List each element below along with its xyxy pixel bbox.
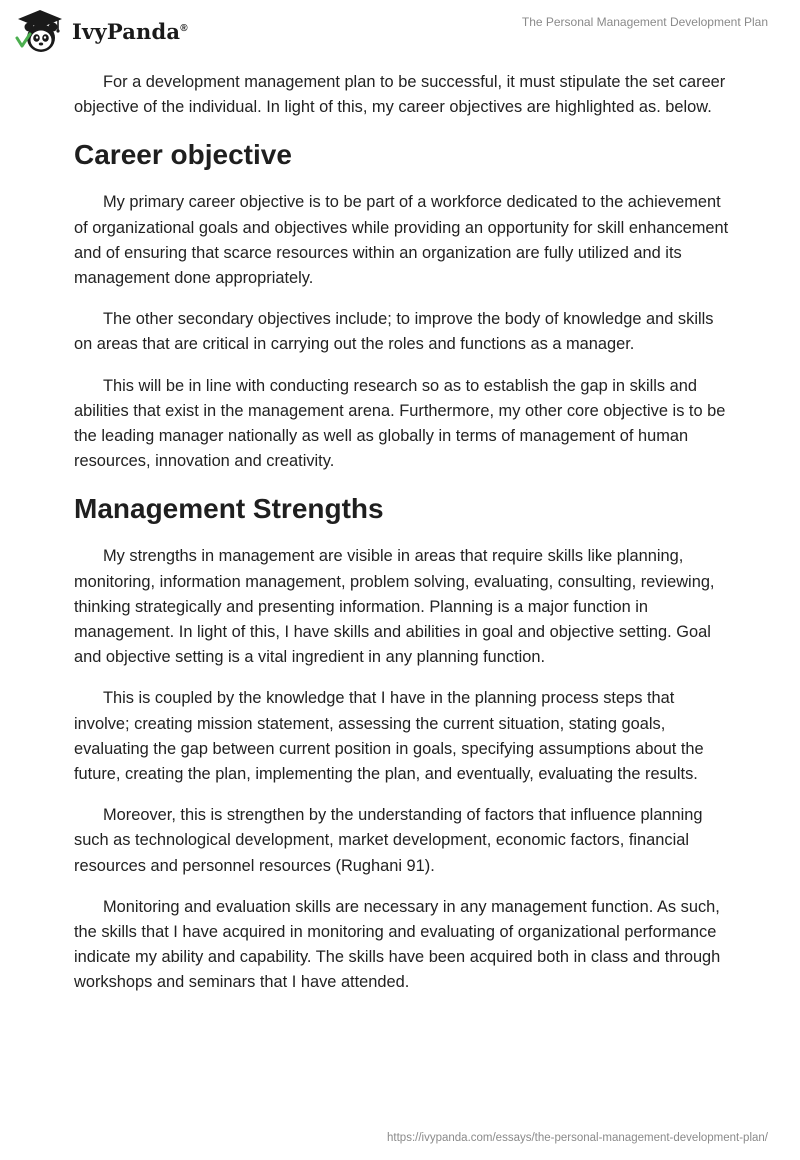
strengths-paragraph-2: This is coupled by the knowledge that I have in the planning process steps that involve; creating mission statement, assessing the current situation, stating goals, evaluating the gap between current position in goals, specifying assumptions about the future, creating the plan, implementing the plan, and eventually, evaluating the results. [74, 689, 704, 784]
intro-paragraph: For a development management plan to be successful, it must stipulate the set career objective of the individual. In light of this, my career objectives are highlighted as. below. [74, 73, 726, 117]
career-paragraph-1: My primary career objective is to be part of a workforce dedicated to the achievement of organizational goals and objectives while providing an opportunity for skill enhancement and of ensuring that scarce resources within an organization are fully utilized and its management done appropriately. [74, 193, 729, 288]
brand-name: IvyPanda® [72, 18, 188, 44]
strengths-paragraph-1: My strengths in management are visible in areas that require skills like planning, monitoring, information management, problem solving, evaluating, consulting, reviewing, thinking strategically and presenting information. Planning is a major function in management. In light of this, I have skills and abilities in goal and objective setting. Goal and objective setting is a vital ingredient in any planning function. [74, 547, 715, 667]
panda-graduate-icon [14, 8, 66, 54]
strengths-paragraph-4: Monitoring and evaluation skills are necessary in any management function. As such, the skills that I have acquired in monitoring and evaluating of organizational performance indicate my ability and capability. The skills have been acquired both in class and through workshops and seminars that I have attended. [74, 897, 721, 992]
running-title: The Personal Management Development Plan [521, 15, 768, 29]
source-url[interactable]: https://ivypanda.com/essays/the-personal-management-development-plan/ [387, 1132, 768, 1144]
career-paragraph-2: The other secondary objectives include; to improve the body of knowledge and skills on areas that are critical in carrying out the roles and functions as a manager. [74, 310, 714, 354]
career-objective-heading: Career objective [74, 139, 292, 171]
page-header [0, 0, 800, 62]
registered-mark: ® [180, 22, 188, 34]
career-paragraph-3: This will be in line with conducting research so as to establish the gap in skills and abilities that exist in the management arena. Furthermore, my other core objective is to be the leading manager nationally as well as globally in terms of management of human resources, innovation and creativity. [74, 376, 726, 471]
brand-logo[interactable] [14, 8, 188, 54]
management-strengths-heading: Management Strengths [74, 493, 384, 525]
strengths-paragraph-3: Moreover, this is strengthen by the understanding of factors that influence planning such as technological development, market development, economic factors, financial resources and personnel resources (Rughani 91). [74, 806, 703, 875]
essay-body [74, 70, 734, 1012]
